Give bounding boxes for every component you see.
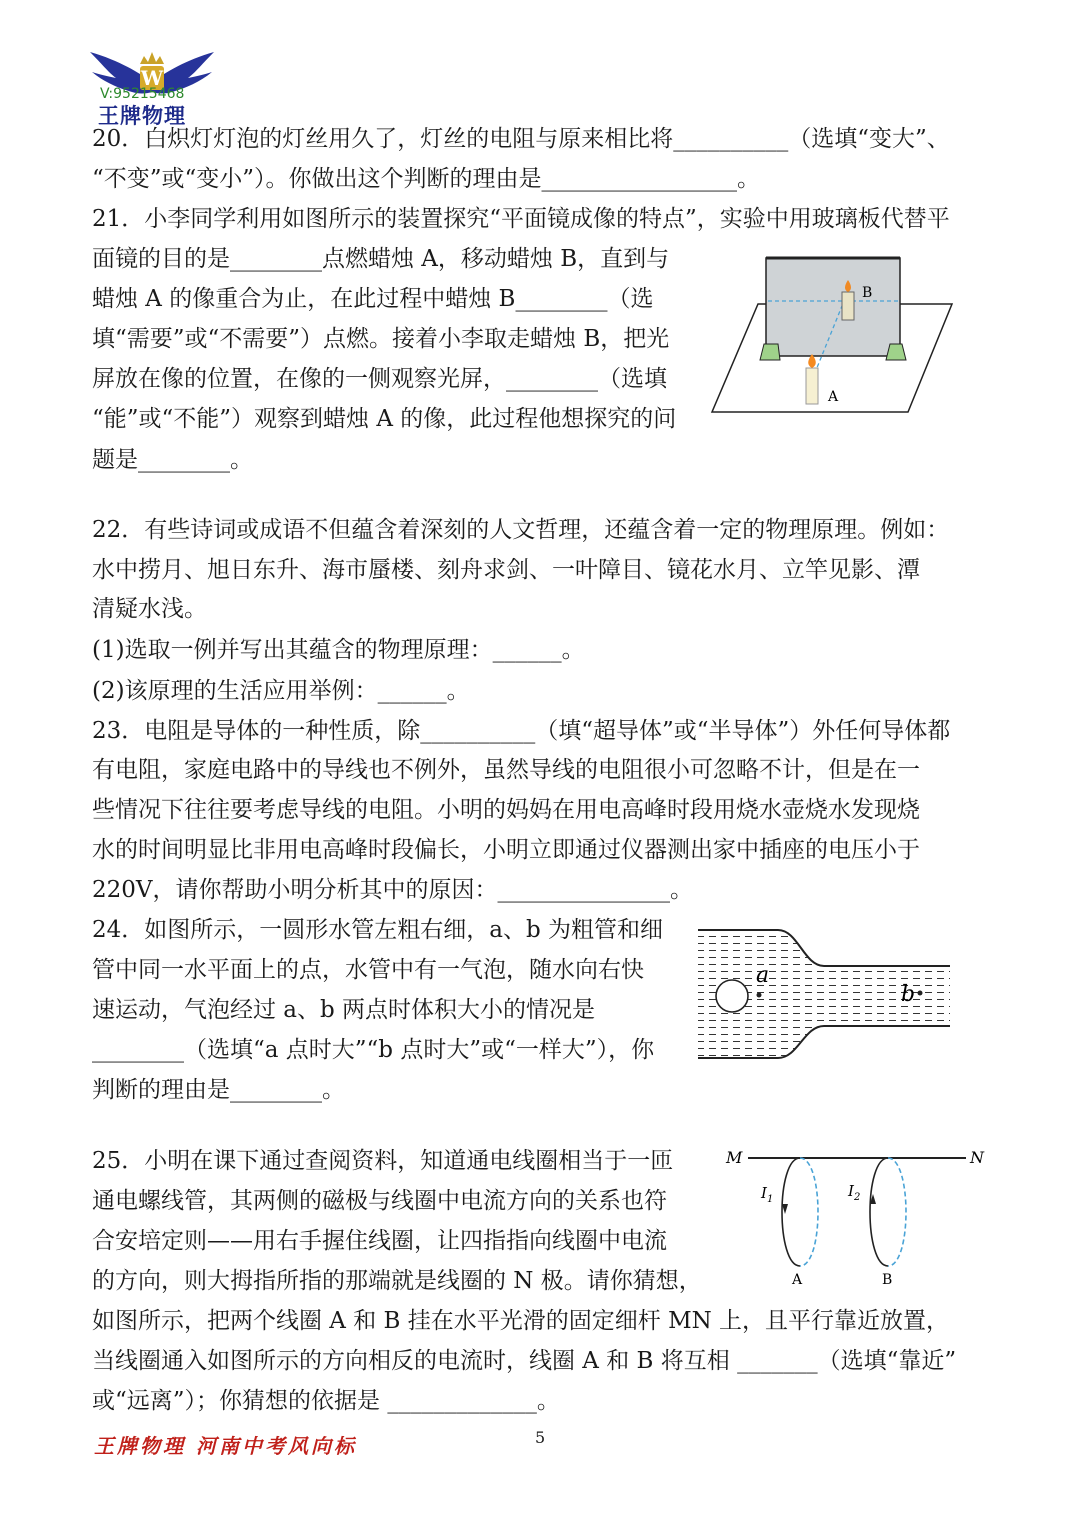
- q25-line-3: 合安培定则——用右手握住线圈，让四指指向线圈中电流: [92, 1228, 667, 1254]
- q23-line-5: 220V，请你帮助小明分析其中的原因：_______________。: [92, 877, 694, 903]
- q24-line-4: ________（选填“a 点时大”“b 点时大”或“一样大”），你: [92, 1037, 655, 1063]
- candle-b-label: B: [862, 285, 873, 301]
- q25-line-7: 或“远离”）；你猜想的依据是 _____________。: [92, 1388, 560, 1414]
- plane-mirror-figure: [708, 250, 958, 420]
- q22-sub-2: (2)该原理的生活应用举例：______。: [92, 678, 470, 704]
- logo-contact-id: V:95215468: [100, 86, 185, 102]
- rod-n-label: N: [970, 1148, 984, 1167]
- current-i1-label: $I_1$: [761, 1184, 774, 1205]
- coil-a-label: A: [792, 1272, 803, 1288]
- q23-line-3: 些情况下往往要考虑导线的电阻。小明的妈妈在用电高峰时段用烧水壶烧水发现烧: [92, 797, 920, 823]
- q22-line-1: 22．有些诗词或成语不但蕴含着深刻的人文哲理，还蕴含着一定的物理原理。例如：: [92, 517, 950, 543]
- q21-line-7: 题是________。: [92, 447, 253, 473]
- rod-m-label: M: [726, 1148, 743, 1167]
- q23-line-2: 有电阻，家庭电路中的导线也不例外，虽然导线的电阻很小可忽略不计，但是在一: [92, 757, 920, 783]
- current-i2-label: $I_2$: [848, 1182, 861, 1203]
- q24-line-3: 速运动，气泡经过 a、b 两点时体积大小的情况是: [92, 997, 596, 1023]
- q25-line-4: 的方向，则大拇指所指的那端就是线圈的 N 极。请你猜想，: [92, 1268, 702, 1294]
- logo-brand-name: 王牌物理: [98, 104, 186, 128]
- q24-line-5: 判断的理由是________。: [92, 1077, 345, 1103]
- point-b-label: b: [901, 982, 916, 1007]
- candle-a-label: A: [828, 389, 839, 405]
- point-a-label: a: [756, 963, 770, 988]
- q22-sub-1: (1)选取一例并写出其蕴含的物理原理：______。: [92, 637, 585, 663]
- q25-line-6: 当线圈通入如图所示的方向相反的电流时，线圈 A 和 B 将互相 _______（选填“靠近”: [92, 1348, 957, 1374]
- q20-line-2: “不变”或“变小”）。你做出这个判断的理由是_________________。: [92, 166, 761, 192]
- q24-line-2: 管中同一水平面上的点，水管中有一气泡，随水向右快: [92, 957, 644, 983]
- q22-line-3: 清疑水浅。: [92, 596, 207, 622]
- page-number: 5: [535, 1428, 546, 1447]
- q25-line-5: 如图所示，把两个线圈 A 和 B 挂在水平光滑的固定细杆 MN 上，且平行靠近放置，: [92, 1308, 950, 1334]
- logo-letter: W: [140, 66, 164, 90]
- coil-b-label: B: [882, 1272, 893, 1288]
- q22-line-2: 水中捞月、旭日东升、海市蜃楼、刻舟求剑、一叶障目、镜花水月、立竿见影、潭: [92, 557, 920, 583]
- water-pipe-figure: [696, 926, 952, 1062]
- q24-line-1: 24．如图所示，一圆形水管左粗右细，a、b 为粗管和细: [92, 917, 664, 943]
- q21-line-3: 蜡烛 A 的像重合为止，在此过程中蜡烛 B________（选: [92, 286, 654, 312]
- coils-figure: [724, 1144, 992, 1294]
- q21-line-5: 屏放在像的位置，在像的一侧观察光屏，________（选填: [92, 366, 667, 392]
- q25-line-2: 通电螺线管，其两侧的磁极与线圈中电流方向的关系也符: [92, 1188, 667, 1214]
- q21-line-2: 面镜的目的是________点燃蜡烛 A，移动蜡烛 B，直到与: [92, 246, 670, 272]
- q21-line-6: “能”或“不能”）观察到蜡烛 A 的像，此过程他想探究的问: [92, 406, 677, 432]
- q20-line-1: 20．白炽灯灯泡的灯丝用久了，灯丝的电阻与原来相比将__________（选填“变大”、: [92, 126, 950, 152]
- q23-line-1: 23．电阻是导体的一种性质，除__________（填“超导体”或“半导体”）外任何导体都: [92, 718, 951, 744]
- q23-line-4: 水的时间明显比非用电高峰时段偏长，小明立即通过仪器测出家中插座的电压小于: [92, 837, 920, 863]
- q25-line-1: 25．小明在课下通过查阅资料，知道通电线圈相当于一匝: [92, 1148, 674, 1174]
- q21-line-4: 填“需要”或“不需要”）点燃。接着小李取走蜡烛 B，把光: [92, 326, 670, 352]
- footer-brand: 王牌物理 河南中考风向标: [94, 1434, 357, 1458]
- q21-line-1: 21．小李同学利用如图所示的装置探究“平面镜成像的特点”，实验中用玻璃板代替平: [92, 206, 950, 232]
